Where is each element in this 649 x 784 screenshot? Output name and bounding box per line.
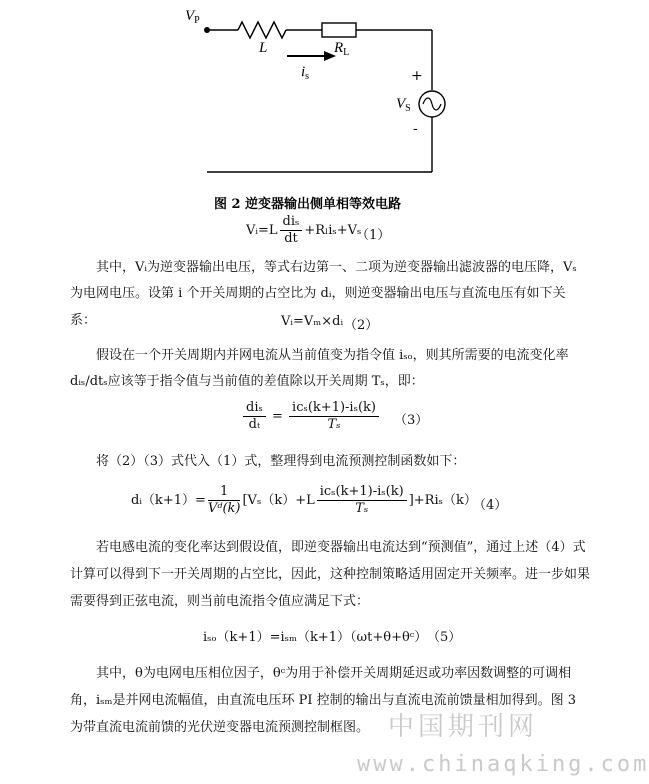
label-vp: $V_P$	[185, 8, 200, 26]
equation-1: Vᵢ=L $\frac{\text{diₛ}}{dt}$ +Rₗiₛ+Vₛ	[246, 214, 362, 246]
inductor-symbol	[238, 22, 286, 38]
label-minus: -	[413, 121, 418, 137]
paragraph-4: 若电感电流的变化率达到假设值，即逆变器输出电流达到“预测值”，通过上述（4）式计算可以得到下一开关周期的占空比，因此，这种控制策略适用固定开关频率。进一步如果需要得到正弦电流，则当前电流指令值应满足下式：	[70, 540, 591, 609]
paragraph-3: 将（2）（3）式代入（1）式，整理得到电流预测控制函数如下：	[96, 454, 466, 469]
label-source: $V_S$	[396, 96, 411, 114]
paragraph-5: 其中，θ为电网电压相位因子，θᶜ为用于补偿开关周期延迟或功率因数调整的可调相角，iₛₘ是并网电流幅值，由直流电压环 PI 控制的输出与直流电流前馈量相加得到。图 3 为带直流电流前馈的光伏逆变器电流预测控制框图。	[70, 666, 577, 735]
label-resistor: $R_L$	[334, 40, 350, 58]
figure-caption: 图 2 逆变器输出侧单相等效电路	[213, 197, 402, 212]
equation-3-number: （3）	[394, 413, 429, 428]
label-inductor: L	[259, 40, 268, 56]
equation-3: $\frac{\text{diₛ}}{\text{dₜ}}$ = $\frac{\text{icₛ(k+1)-iₛ(k)}}{\text{Tₛ}}$	[241, 400, 381, 433]
equation-4-number: （4）	[473, 498, 508, 513]
paragraph-1: 其中，Vᵢ为逆变器输出电压，等式右边第一、二项为逆变器输出滤波器的电压降，Vₛ	[96, 260, 577, 275]
equation-2-number: （2）	[344, 318, 379, 333]
watermark-url: www.chinaqking.com	[357, 752, 649, 777]
equation-4: dᵢ（k+1）= $\frac{1}{\text{Vᵈ(k)}}$ [Vₛ（k）+L $\frac{\text{icₛ(k+1)-iₛ(k)}}{\text{Tₛ}}$ ]+Riₛ（k）	[131, 484, 477, 516]
equation-5-number: （5）	[427, 630, 462, 645]
paragraph-2b: dᵢₛ/dtₛ应该等于指令值与当前值的差值除以开关周期 Tₛ，即：	[70, 374, 424, 389]
paragraph-1b: 为电网电压。设第 i 个开关周期的占空比为 dᵢ，则逆变器输出电压与直流电压有如下关系：	[70, 286, 566, 328]
equivalent-circuit-diagram	[0, 0, 615, 190]
label-plus: +	[411, 68, 423, 84]
equation-2: Vᵢ=Vₘ×dᵢ	[281, 314, 344, 329]
resistor-symbol	[322, 23, 356, 37]
paragraph-2: 假设在一个开关周期内并网电流从当前值变为指令值 iₛₒ，则其所需要的电流变化率	[96, 348, 569, 363]
watermark-cn: 中国期刊网	[388, 712, 539, 742]
equation-1-number: （1）	[356, 228, 391, 243]
label-current: $i_s$	[301, 64, 310, 82]
equation-5: iₛₒ（k+1）=iₛₘ（k+1）（ωt+θ+θᶜ）	[203, 630, 428, 645]
